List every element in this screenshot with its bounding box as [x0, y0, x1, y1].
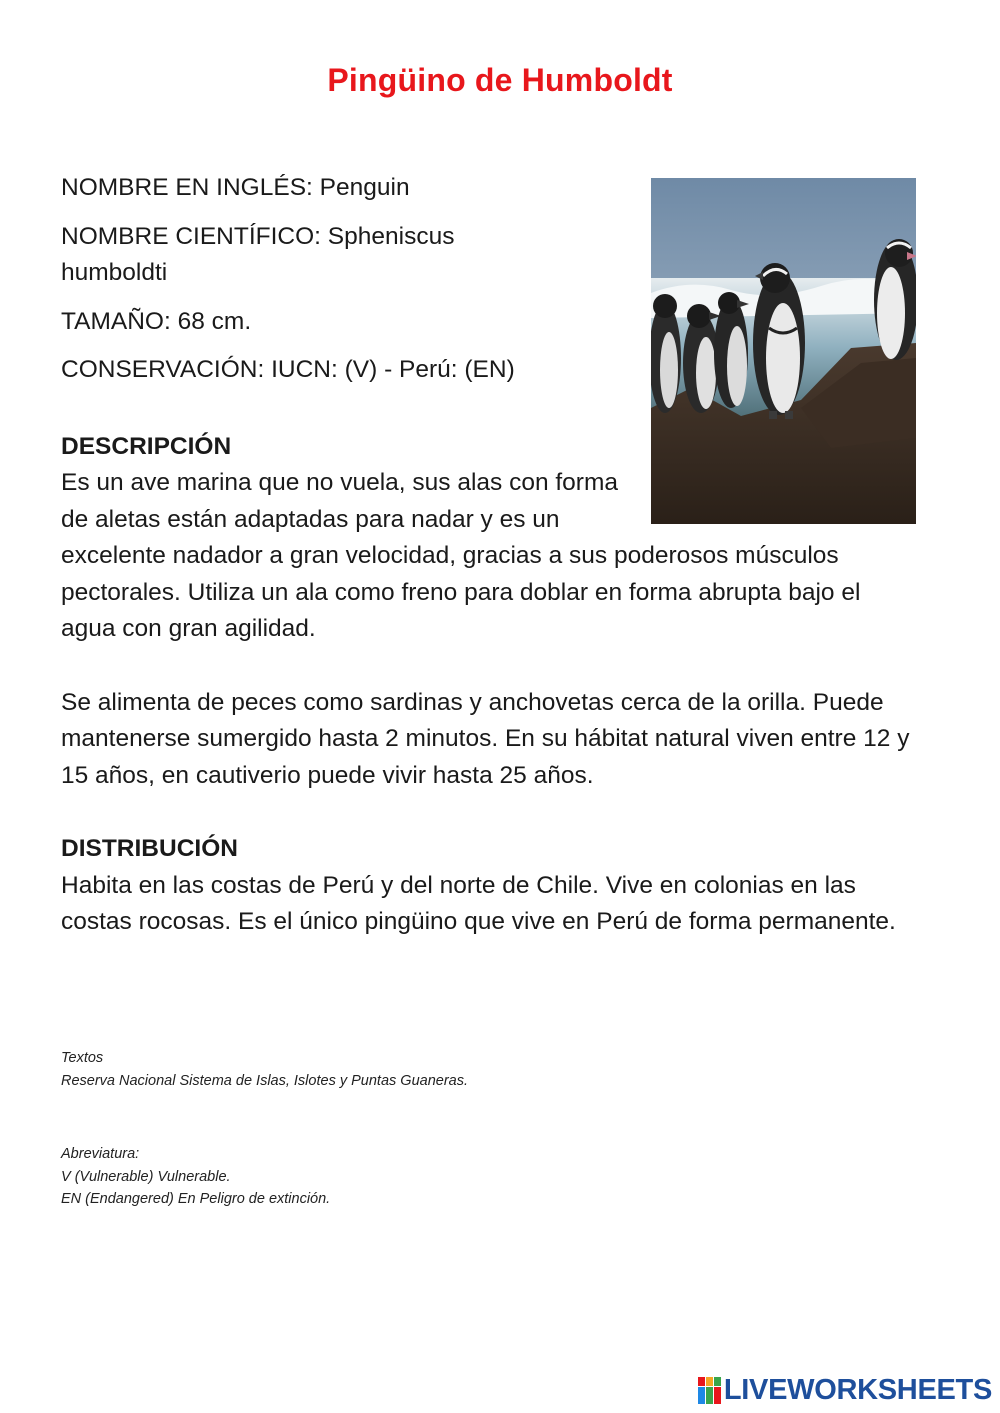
description-paragraph-1: Es un ave marina que no vuela, sus alas con forma de aletas están adaptadas para nadar y es un excelente nadador a gran velocidad, gracias a sus poderosos músculos pectorales. Utiliza un ala como freno para doblar en forma abrupta bajo el agua con gran agilidad.: [61, 469, 861, 642]
liveworksheets-logo-text: LIVEWORKSHEETS: [723, 1374, 992, 1406]
description-paragraph-2: Se alimenta de peces como sardinas y anchovetas cerca de la orilla. Puede mantenerse sumergido hasta 2 minutos. En su hábitat natural viven entre 12 y 15 años, en cautiverio puede vivir hasta 25 años.: [61, 688, 910, 789]
distribution-heading: DISTRIBUCIÓN: [61, 835, 238, 862]
fact-english-name: NOMBRE EN INGLÉS: Penguin: [61, 174, 410, 201]
description-heading: DESCRIPCIÓN: [61, 432, 232, 460]
liveworksheets-logo[interactable]: [698, 1374, 992, 1407]
liveworksheets-logo-icon: [698, 1377, 722, 1405]
main-content: [61, 170, 913, 941]
fact-conservation: CONSERVACIÓN: IUCN: (V) - Perú: (EN): [61, 356, 515, 383]
page-title: Pingüino de Humboldt: [327, 62, 673, 98]
fact-scientific-name: NOMBRE CIENTÍFICO: Spheniscus humboldti: [61, 222, 455, 286]
abbreviation-item: EN (Endangered) En Peligro de extinción.: [61, 1191, 331, 1207]
sources-text: Reserva Nacional Sistema de Islas, Islotes y Puntas Guaneras.: [61, 1072, 468, 1089]
penguins-photo: [651, 178, 916, 524]
abbreviation-item: V (Vulnerable) Vulnerable.: [61, 1168, 231, 1185]
abbreviations-block: [61, 1143, 330, 1211]
fact-size: TAMAÑO: 68 cm.: [61, 307, 252, 335]
sources-block: [61, 1047, 468, 1092]
abbreviations-label: Abreviatura:: [61, 1146, 140, 1162]
distribution-paragraph: Habita en las costas de Perú y del norte de Chile. Vive en colonias en las costas rocosas. Es el único pingüino que vive en Perú de forma permanente.: [61, 871, 896, 935]
sources-label: Textos: [61, 1050, 104, 1066]
